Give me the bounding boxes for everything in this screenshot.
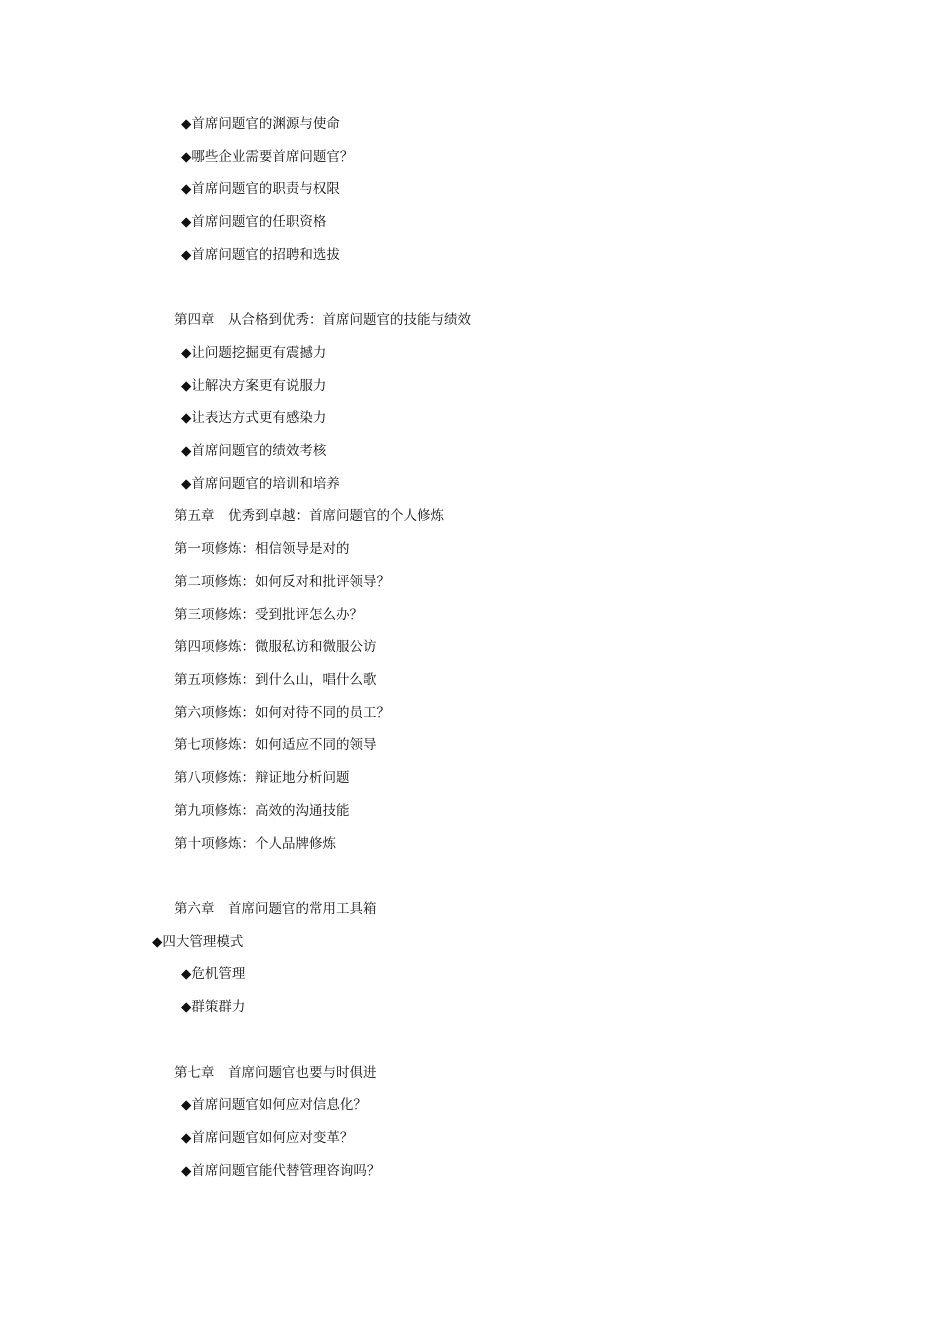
bullet-item: ◆让表达方式更有感染力	[181, 410, 327, 426]
bullet-item: ◆首席问题官的培训和培养	[181, 476, 340, 492]
training-item: 第七项修炼：如何适应不同的领导	[174, 737, 377, 753]
training-item: 第八项修炼：辩证地分析问题	[174, 770, 350, 786]
bullet-item: ◆危机管理	[181, 966, 246, 982]
bullet-item: ◆让问题挖掘更有震撼力	[181, 345, 327, 361]
bullet-item: ◆首席问题官的职责与权限	[181, 181, 340, 197]
bullet-item: ◆首席问题官如何应对变革？	[181, 1130, 354, 1146]
bullet-item: ◆四大管理模式	[152, 934, 244, 950]
training-item: 第四项修炼：微服私访和微服公访	[174, 639, 377, 655]
bullet-item: ◆首席问题官的招聘和选拔	[181, 247, 340, 263]
bullet-item: ◆首席问题官的任职资格	[181, 214, 327, 230]
bullet-item: ◆首席问题官能代替管理咨询吗？	[181, 1163, 381, 1179]
chapter-heading: 第六章 首席问题官的常用工具箱	[174, 901, 377, 917]
bullet-item: ◆让解决方案更有说服力	[181, 378, 327, 394]
bullet-item: ◆首席问题官的绩效考核	[181, 443, 327, 459]
training-item: 第九项修炼：高效的沟通技能	[174, 803, 350, 819]
chapter-heading: 第四章 从合格到优秀：首席问题官的技能与绩效	[174, 312, 471, 328]
training-item: 第六项修炼：如何对待不同的员工？	[174, 705, 390, 721]
training-item: 第二项修炼：如何反对和批评领导？	[174, 574, 390, 590]
bullet-item: ◆群策群力	[181, 999, 246, 1015]
bullet-item: ◆首席问题官的渊源与使命	[181, 116, 340, 132]
chapter-heading: 第七章 首席问题官也要与时俱进	[174, 1065, 377, 1081]
training-item: 第十项修炼：个人品牌修炼	[174, 836, 336, 852]
bullet-item: ◆哪些企业需要首席问题官？	[181, 149, 354, 165]
training-item: 第一项修炼：相信领导是对的	[174, 541, 350, 557]
chapter-heading: 第五章 优秀到卓越：首席问题官的个人修炼	[174, 508, 444, 524]
training-item: 第五项修炼：到什么山，唱什么歌	[174, 672, 377, 688]
bullet-item: ◆首席问题官如何应对信息化？	[181, 1097, 367, 1113]
training-item: 第三项修炼：受到批评怎么办？	[174, 607, 363, 623]
